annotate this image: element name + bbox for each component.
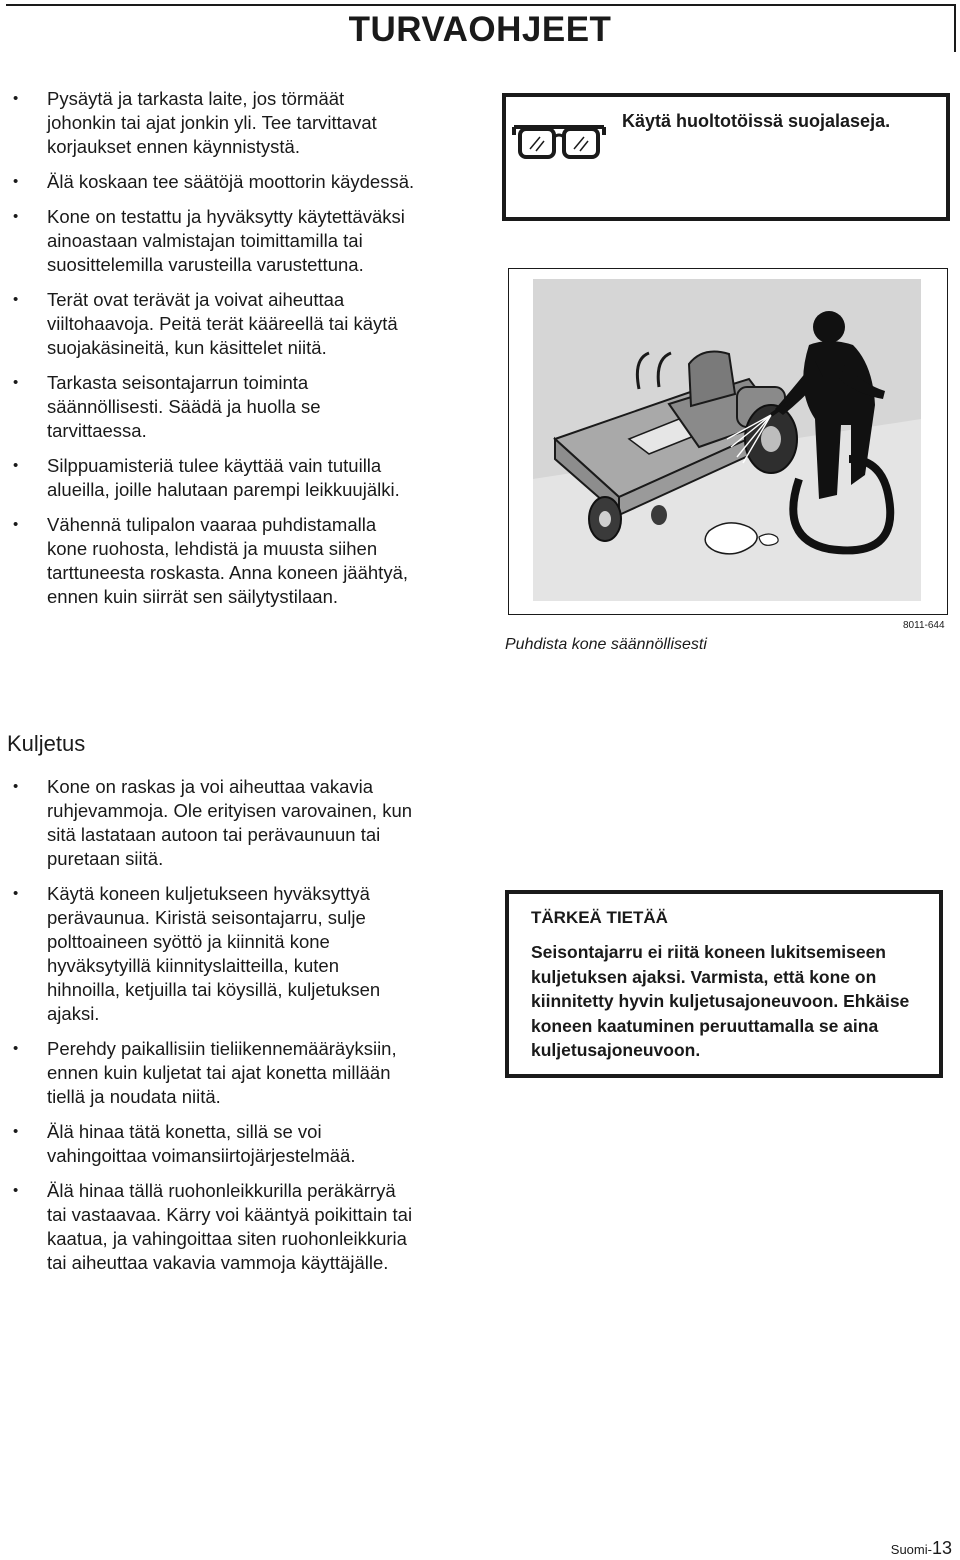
list-item: • Vähennä tulipalon vaaraa puhdistamalla kone ruohosta, lehdistä ja muusta siihen tarttuneesta roskasta. Anna koneen jäähtyä, ennen kuin siirrät sen säilytystilaan. [7,513,417,609]
safety-bullet-list [7,87,417,620]
list-item: • Perehdy paikallisiin tieliikennemääräyksiin, ennen kuin kuljetat tai ajat konetta millään tiellä ja noudata niitä. [7,1037,417,1109]
glasses-notice-text: Käytä huoltotöissä suojalaseja. [622,111,891,131]
transport-heading: Kuljetus [7,731,86,756]
notice-title: TÄRKEÄ TIETÄÄ [531,908,668,927]
list-item: • Kone on testattu ja hyväksytty käytettäväksi ainoastaan valmistajan toimittamilla tai suosittelemilla varusteilla varustettuna. [7,205,417,277]
illustration-caption: Puhdista kone säännöllisesti [505,636,707,653]
illustration-code: 8011-644 [903,620,945,631]
list-item: • Tarkasta seisontajarrun toiminta säännöllisesti. Säädä ja huolla se tarvittaessa. [7,371,417,443]
page-number: 13 [931,1538,952,1558]
list-item: • Älä hinaa tällä ruohonleikkurilla peräkärryä tai vastaavaa. Kärry voi kääntyä poikittain tai kaatua, ja vahingoittaa siten ruohonleikkuria tai aiheuttaa vakavia vammoja käyttäjälle. [7,1179,417,1275]
important-notice [505,890,943,1078]
list-item: • Älä hinaa tätä konetta, sillä se voi vahingoittaa voimansiirtojärjestelmää. [7,1120,417,1168]
list-item: • Kone on raskas ja voi aiheuttaa vakavia ruhjevammoja. Ole erityisen varovainen, kun sitä lastataan autoon tai perävaunuun tai puretaan siitä. [7,775,417,871]
transport-bullet-list [7,775,417,1286]
safety-glasses-notice [502,93,950,221]
list-item: • Älä koskaan tee säätöjä moottorin käydessä. [7,170,417,194]
notice-body: Seisontajarru ei riitä koneen lukitsemiseen kuljetuksen ajaksi. Varmista, että kone on kiinnitetty hyvin kuljetusajoneuvoon. Ehkäise koneen kaatuminen peruuttamalla se aina kuljetusajoneuvoon. [531,942,910,1060]
page-title: TURVAOHJEET [348,10,612,49]
list-item: • Pysäytä ja tarkasta laite, jos törmäät johonkin tai ajat jonkin yli. Tee tarvittavat korjaukset ennen käynnistystä. [7,87,417,159]
mower-cleaning-illustration [509,269,947,614]
page-footer [891,1538,952,1559]
footer-language: Suomi- [890,1542,932,1557]
safety-glasses-icon [512,119,606,163]
person-silhouette [813,311,845,343]
list-item: • Käytä koneen kuljetukseen hyväksyttyä perävaunua. Kiristä seisontajarru, sulje polttoaineen syöttö ja kiinnitä kone hyväksytyillä kiinnityslaitteilla, kuten hihnoilla, ketjuilla tai köysillä, kuljetuksen ajaksi. [7,882,417,1026]
list-item: • Silppuamisteriä tulee käyttää vain tutuilla alueilla, joille halutaan parempi leikkuujälki. [7,454,417,502]
list-item: • Terät ovat terävät ja voivat aiheuttaa viiltohaavoja. Peitä terät kääreellä tai käytä suojakäsineitä, kun käsittelet niitä. [7,288,417,360]
header-rule [6,4,956,6]
cleaning-illustration [508,268,948,615]
